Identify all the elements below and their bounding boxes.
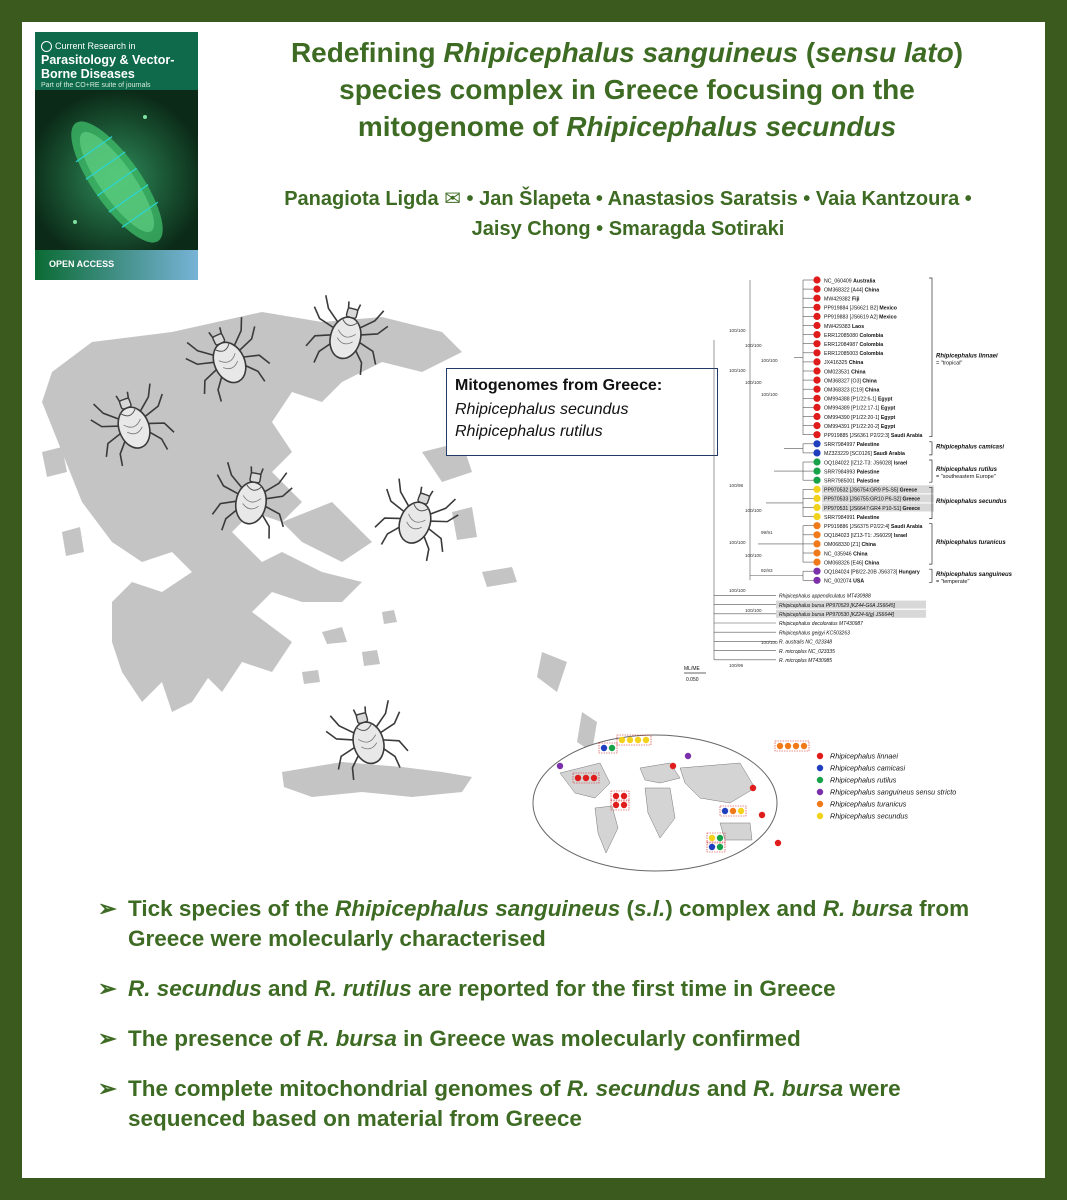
legend-label: Rhipicephalus secundus	[830, 811, 908, 821]
taxon-label: SRR7985001 Palestine	[824, 478, 880, 485]
finding-3: ➢ The presence of R. bursa in Greece was molecularly confirmed	[98, 1024, 998, 1054]
clade-label: Rhipicephalus linnaei	[936, 353, 998, 360]
taxon-label: MZ323229 [SC0126] Saudi Arabia	[824, 451, 905, 458]
tick-icon	[368, 476, 463, 566]
distribution-dot	[621, 802, 627, 808]
arrow-bullet-icon: ➢	[98, 976, 117, 1001]
clade-bracket	[929, 460, 932, 482]
taxon-label: NC_060409 Australia	[824, 278, 876, 285]
taxon-label: PP970531 [JS6647:GR4 P10-S1] Greece	[824, 505, 921, 512]
taxon-label: PP919883 [JS6619 A2] Mexico	[824, 314, 897, 321]
support-value: 100/100	[729, 328, 746, 333]
clade-label: Rhipicephalus secundus	[936, 498, 1007, 505]
support-value: 100/100	[729, 368, 746, 373]
key-findings	[98, 894, 998, 1154]
outgroup-label: R. microplus NC_023335	[779, 648, 835, 655]
mitogenome-species: Rhipicephalus rutilus	[455, 423, 603, 440]
outgroup-label: Rhipicephalus bursa PP970529 [KZ44-G6A JS6645]	[779, 602, 895, 609]
distribution-dot	[709, 835, 715, 841]
taxon-dot	[813, 349, 820, 356]
poster-title	[222, 34, 1032, 145]
taxon-label: PP919884 [JS6621 B2] Mexico	[824, 305, 897, 312]
taxon-label: ERR12085080 Colombia	[824, 332, 884, 339]
mitogenomes-heading: Mitogenomes from Greece:	[455, 377, 663, 394]
clade-bracket	[929, 569, 932, 582]
taxon-dot	[813, 358, 820, 365]
taxon-dot	[813, 522, 820, 529]
euboea-island	[282, 502, 372, 562]
legend-label: Rhipicephalus rutilus	[830, 775, 897, 785]
mitogenome-species: Rhipicephalus secundus	[455, 401, 629, 418]
taxon-dot	[813, 540, 820, 547]
support-value: 100/100	[761, 358, 778, 363]
taxon-dot	[813, 386, 820, 393]
clade-label: Rhipicephalus turanicus	[936, 539, 1006, 546]
distribution-dot	[717, 835, 723, 841]
author-name: Panagiota Ligda	[284, 188, 439, 210]
distribution-dot	[613, 802, 619, 808]
distribution-dot	[601, 745, 607, 751]
phylogenetic-tree	[654, 272, 1013, 732]
scale-value: 0.050	[686, 677, 699, 683]
support-value: 100/99	[729, 663, 744, 668]
legend-swatch	[817, 813, 823, 819]
finding-2: ➢ R. secundus and R. rutilus are reported for the first time in Greece	[98, 974, 998, 1004]
authors	[218, 184, 1038, 244]
distribution-dot	[759, 812, 765, 818]
taxon-dot	[813, 331, 820, 338]
distribution-dot	[777, 743, 783, 749]
support-value: 100/98	[729, 483, 744, 488]
arrow-bullet-icon: ➢	[98, 1026, 117, 1051]
legend-label: Rhipicephalus linnaei	[830, 751, 898, 761]
taxon-label: ERR12084987 Colombia	[824, 342, 884, 348]
support-value: 100/100	[729, 540, 746, 545]
distribution-dot	[643, 737, 649, 743]
distribution-dot	[750, 785, 756, 791]
outgroup-label: Rhipicephalus bursa PP970530 [KZ24-6(g) JS6644]	[779, 612, 895, 618]
taxon-label: OQ184022 [IZ12-T3: JS6028] Israel	[824, 460, 908, 467]
taxon-label: OM994390 [P1/22:20-1] Egypt	[824, 414, 896, 421]
distribution-dot	[738, 808, 744, 814]
taxon-dot	[813, 286, 820, 293]
taxon-label: OM368323 [C19] China	[824, 387, 880, 394]
clade-label: Rhipicephalus camicasi	[936, 444, 1005, 451]
taxon-label: NC_002074 USA	[824, 578, 865, 585]
taxon-dot	[813, 295, 820, 302]
taxon-dot	[813, 559, 820, 566]
taxon-dot	[813, 531, 820, 538]
clade-note: = "temperate"	[936, 578, 970, 585]
taxon-label: MW429382 Fiji	[824, 296, 860, 303]
taxon-label: OM994389 [P1/22:17-1] Egypt	[824, 405, 896, 412]
distribution-dot	[613, 793, 619, 799]
support-value: 100/100	[745, 608, 762, 613]
distribution-dot	[709, 844, 715, 850]
taxon-dot	[813, 304, 820, 311]
taxon-dot	[813, 577, 820, 584]
taxon-dot	[813, 549, 820, 556]
outgroup-label: Rhipicephalus geigyi KC503263	[779, 630, 850, 637]
taxon-label: OM368322 [A44] China	[824, 287, 880, 294]
taxon-dot	[813, 458, 820, 465]
support-value: 100/100	[745, 508, 762, 513]
outgroup-label: R. microplus MT430985	[779, 658, 833, 664]
taxon-label: OM994388 [P1/22:6-1] Egypt	[824, 396, 893, 403]
distribution-dot	[609, 745, 615, 751]
author-list: Jaisy Chong • Smaragda Sotiraki	[471, 218, 785, 240]
taxon-dot	[813, 276, 820, 283]
cyclades-islands	[302, 610, 397, 684]
outgroup-label: R. australis NC_023348	[779, 639, 833, 646]
distribution-dot	[621, 793, 627, 799]
distribution-dot	[785, 743, 791, 749]
taxon-dot	[813, 477, 820, 484]
cover-journal-title: Parasitology & Vector-Borne Diseases	[41, 53, 175, 81]
title-text: (	[798, 37, 816, 68]
cover-suite: Part of the CO+RE suite of journals	[41, 82, 151, 89]
distribution-dot	[575, 775, 581, 781]
dodecanese-island	[537, 652, 567, 692]
title-species-secundus: Rhipicephalus secundus	[566, 111, 897, 142]
author-list: • Jan Šlapeta • Anastasios Saratsis • Vaia Kantzoura •	[460, 188, 972, 210]
clade-bracket	[929, 278, 932, 437]
legend-label: Rhipicephalus turanicus	[830, 799, 907, 809]
greece-map	[22, 272, 602, 872]
taxon-label: SRR7984997 Palestine	[824, 442, 880, 449]
taxon-label: OM994391 [P1/22:20-2] Egypt	[824, 423, 896, 430]
scale-label: ML/ME	[684, 666, 700, 672]
taxon-label: OM368327 [O3] China	[824, 378, 877, 385]
distribution-dot	[670, 763, 676, 769]
legend-label: Rhipicephalus sanguineus sensu stricto	[830, 787, 957, 797]
support-value: 100/100	[745, 343, 762, 348]
taxon-dot	[813, 431, 820, 438]
mail-icon[interactable]: ✉	[444, 188, 461, 210]
support-value: 100/100	[745, 380, 762, 385]
taxon-label: NC_035946 China	[824, 551, 868, 558]
clade-label: Rhipicephalus sanguineus	[936, 571, 1013, 578]
support-value: 100/100	[729, 588, 746, 593]
taxon-label: OM068326 [E46] China	[824, 560, 880, 567]
taxon-dot	[813, 313, 820, 320]
taxon-dot	[813, 568, 820, 575]
taxon-label: PP970532 [JS6754:GR9 P5-S5] Greece	[824, 487, 918, 494]
distribution-dot	[722, 808, 728, 814]
finding-4: ➢ The complete mitochondrial genomes of R. secundus and R. bursa were sequenced based on material from Greece	[98, 1076, 901, 1131]
taxon-dot	[813, 404, 820, 411]
taxon-label: OM023531 China	[824, 369, 866, 376]
title-text: mitogenome of	[357, 111, 567, 142]
chios-island	[452, 507, 477, 540]
taxon-label: MW429383 Laos	[824, 323, 865, 330]
taxon-label: SRR7984993 Palestine	[824, 469, 880, 476]
taxon-label: OQ184024 [P8/22-20B JS6373] Hungary	[824, 569, 920, 576]
legend-swatch	[817, 753, 823, 759]
taxon-label: PP970533 [JS6755:GR10 P6-S2] Greece	[824, 496, 921, 503]
clade-label: Rhipicephalus rutilus	[936, 467, 998, 474]
clade-note: = "tropical"	[936, 360, 963, 367]
distribution-dot	[730, 808, 736, 814]
clade-note: = "southeastern Europe"	[936, 474, 996, 481]
title-text: )	[953, 37, 964, 68]
taxon-label: OQ184023 [IZ13-T1: JS6029] Israel	[824, 533, 908, 540]
taxon-dot	[813, 422, 820, 429]
poster-frame	[22, 22, 1045, 1178]
taxon-dot	[813, 440, 820, 447]
taxon-dot	[813, 495, 820, 502]
distribution-dot	[635, 737, 641, 743]
cover-brand: Current Research in	[55, 41, 136, 51]
legend-label: Rhipicephalus camicasi	[830, 763, 906, 773]
taxon-label: OM068330 [Z1] China	[824, 542, 876, 549]
taxon-dot	[813, 513, 820, 520]
distribution-dot	[793, 743, 799, 749]
taxon-dot	[813, 413, 820, 420]
support-value: 100/100	[761, 640, 778, 645]
taxon-dot	[813, 486, 820, 493]
samos-island	[482, 567, 517, 587]
taxon-dot	[813, 468, 820, 475]
title-sensu-lato: sensu lato	[815, 37, 954, 68]
legend-swatch	[817, 777, 823, 783]
legend-swatch	[817, 801, 823, 807]
taxon-label: PP919886 [JS6375 P2/22:4] Saudi Arabia	[824, 524, 923, 530]
title-text: Redefining	[290, 37, 444, 68]
finding-1: ➢ Tick species of the Rhipicephalus sanguineus (s.l.) complex and R. bursa from Greece were molecularly characterised	[98, 896, 970, 951]
outgroup-label: Rhipicephalus appendiculatus MT430988	[779, 593, 871, 600]
distribution-dot	[619, 737, 625, 743]
taxon-label: PP919885 [JS6361 P2/22:3] Saudi Arabia	[824, 433, 923, 439]
distribution-dot	[583, 775, 589, 781]
elsevier-logo-icon	[41, 41, 52, 52]
taxon-dot	[813, 377, 820, 384]
taxon-label: ERR12085003 Colombia	[824, 351, 884, 358]
taxon-dot	[813, 367, 820, 374]
distribution-dot	[557, 763, 563, 769]
outgroup-label: Rhipicephalus decoloratus MT430987	[779, 621, 863, 628]
title-line-2: species complex in Greece focusing on the	[339, 74, 915, 105]
taxon-dot	[813, 340, 820, 347]
map-legend	[817, 752, 956, 821]
taxon-dot	[813, 504, 820, 511]
distribution-dot	[627, 737, 633, 743]
legend-swatch	[817, 765, 823, 771]
taxon-dot	[813, 395, 820, 402]
clade-bracket	[929, 442, 932, 455]
open-access-label: OPEN ACCESS	[49, 259, 115, 269]
title-species: Rhipicephalus sanguineus	[443, 37, 799, 68]
taxon-dot	[813, 449, 820, 456]
support-value: 92/83	[761, 568, 773, 573]
arrow-bullet-icon: ➢	[98, 1076, 117, 1101]
distribution-dot	[591, 775, 597, 781]
support-value: 99/91	[761, 530, 773, 535]
taxon-dot	[813, 322, 820, 329]
distribution-dot	[717, 844, 723, 850]
crete-island	[282, 762, 472, 797]
taxon-label: JX416325 China	[824, 360, 864, 367]
distribution-dot	[775, 840, 781, 846]
world-distribution-map	[530, 728, 970, 878]
taxon-label: SRR7984991 Palestine	[824, 514, 880, 521]
distribution-dot	[685, 753, 691, 759]
arrow-bullet-icon: ➢	[98, 896, 117, 921]
distribution-dot	[801, 743, 807, 749]
legend-swatch	[817, 789, 823, 795]
journal-cover	[35, 32, 198, 269]
support-value: 100/100	[745, 553, 762, 558]
clade-bracket	[929, 524, 932, 564]
support-value: 100/100	[761, 392, 778, 397]
